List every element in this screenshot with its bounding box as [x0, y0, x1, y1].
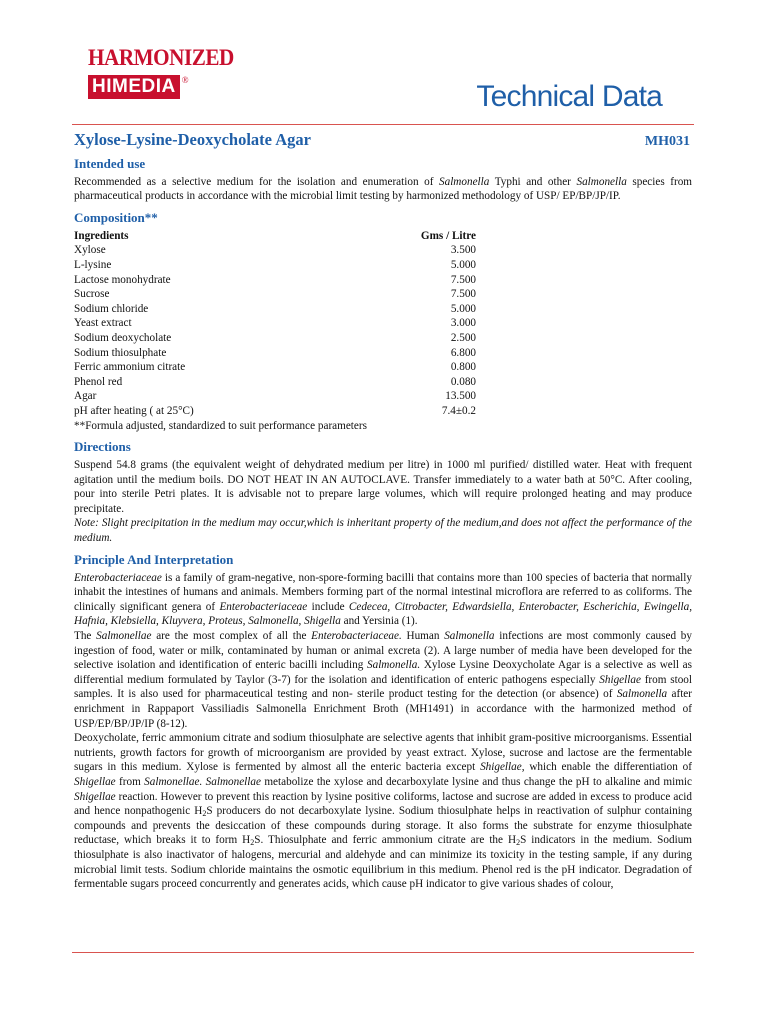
himedia-logo — [88, 44, 234, 99]
intended-use-heading: Intended use — [74, 155, 146, 171]
intended-use-text: Recommended as a selective medium for the isolation and enumeration of Salmonella Typhi and other Salmonella species from pharmaceutical products in accordance with the microbial limit testing by harmonized methodology of USP/ EP/BP/JP/IP. — [74, 175, 692, 203]
table-row: pH after heating ( at 25°C) 7.4±0.2 — [74, 404, 476, 417]
table-row: L-lysine 5.000 — [74, 258, 476, 271]
logo-himedia-bar — [88, 75, 210, 99]
logo-harmonized-text: HARMONIZED — [88, 45, 234, 70]
composition-table — [74, 229, 476, 419]
document-body — [74, 130, 693, 892]
directions-heading: Directions — [74, 439, 131, 455]
principle-heading: Principle And Interpretation — [74, 551, 234, 567]
footer-divider — [72, 952, 694, 953]
principle-paragraph-3: Deoxycholate, ferric ammonium citrate and sodium thiosulphate are selective agents that inhibit gram-positive microorganisms. Essential nutrients, growth factors for growth of microorganism are provided by yeast extract. Xylose, sucrose and lactose are the fermentable sugars in this medium. Xylose is fermented by almost all the enteric bacteria except Shigellae, which enable the differentiation of Shigellae from Salmonellae. Salmonellae metabolize the xylose and decarboxylate lysine and thus change the pH to alkaline and mimic Shigellae reaction. However to prevent this reaction by lysine positive coliforms, lactose and sucrose are added in excess to produce acid and hence nonpathogenic $H_2S$ producers do not decarboxylate lysine. Sodium thiosulphate helps in reactivation of sulphur containing compounds and prevents the desiccation of these compounds during storage. It also forms the substrate for enzyme thiosulphate reductase, which breaks it to form $H_2S$. Thiosulphate and ferric ammonium citrate are the $H_2S$ indicators in the medium. Sodium thiosulphate is also inactivator of halogens, mercurial and aldehyde and can minimize its toxicity in the testing sample, if any during microbial limit tests. Sodium chloride maintains the osmotic equilibrium in this medium. Phenol red is the pH indicator. Degradation of fermentable sugars proceed concurrently and generates acids, which cause pH indicator to give various shades of colour, — [74, 732, 693, 891]
title-row — [74, 130, 692, 150]
table-row: Agar 13.500 — [74, 390, 476, 403]
table-row: Yeast extract 3.000 — [74, 317, 476, 330]
product-title: Xylose-Lysine-Deoxycholate Agar — [74, 130, 311, 149]
directions-text: Suspend 54.8 grams (the equivalent weight of dehydrated medium per litre) in 1000 ml purified/ distilled water. Heat with frequent agitation until the medium boils. DO NOT HEAT IN AN AUTOCLAVE. Transfer immediately to a water bath at 50°C. After cooling, pour into sterile Petri plates. It is advisable not to prepare large volumes, which will require prolonged heating and may produce precipitate. — [74, 459, 692, 515]
composition-header-row — [74, 229, 476, 244]
table-row: Sodium thiosulphate 6.800 — [74, 346, 476, 359]
amount-header: Gms / Litre — [420, 229, 476, 242]
table-row: Ferric ammonium citrate 0.800 — [74, 361, 476, 374]
ingredients-header: Ingredients — [74, 229, 129, 242]
page-title: Technical Data — [476, 80, 662, 113]
header-divider — [72, 124, 694, 125]
logo-himedia-text: HIMEDIA — [88, 75, 180, 99]
directions-note: Note: Slight precipitation in the medium may occur,which is inheritant property of the medium,and does not affect the performance of the medium. — [74, 517, 692, 545]
table-row: Lactose monohydrate 7.500 — [74, 273, 476, 286]
table-row: Sodium deoxycholate 2.500 — [74, 331, 476, 344]
principle-paragraph-1: Enterobacteriaceae is a family of gram-negative, non-spore-forming bacilli that contains more than 100 species of bacteria that normally inhabit the intestines of humans and animals. Members forming part of the normal intestinal microflora are referred to as coliforms. The clinically significant genera of Enterobacteriaceae include Cedecea, Citrobacter, Edwardsiella, Enterobacter, Escherichia, Ewingella, Hafnia, Klebsiella, Kluyvera, Proteus, Salmonella, Shigella and Yersinia (1). — [74, 571, 692, 628]
table-row: Sucrose 7.500 — [74, 288, 476, 301]
composition-footnote: **Formula adjusted, standardized to suit performance parameters — [74, 419, 367, 432]
table-row: Xylose 3.500 — [74, 244, 476, 257]
registered-mark: ® — [181, 75, 189, 85]
table-row: Sodium chloride 5.000 — [74, 302, 476, 315]
composition-heading: Composition** — [74, 209, 158, 225]
table-row: Phenol red 0.080 — [74, 375, 476, 388]
product-code: MH031 — [644, 134, 690, 149]
principle-paragraph-2: The Salmonellae are the most complex of all the Enterobacteriaceae. Human Salmonella infections are most commonly caused by ingestion of food, water or milk, contaminated by human or animal excreta (2). A large number of media have been developed for the selective isolation and identification of enteric bacilli including Salmonella. Xylose Lysine Deoxycholate Agar is a selective as well as differential medium formulated by Taylor (3-7) for the isolation and identification of enteric pathogens especially Shigellae from stool samples. It is also used for pharmaceutical testing and non- sterile product testing for the detection (or absence) of Salmonella after enrichment in Rappaport Vassiliadis Salmonella Enrichment Broth (MH1491) in accordance with the harmonized method of USP/EP/BP/JP/IP (8-12). — [74, 630, 693, 730]
